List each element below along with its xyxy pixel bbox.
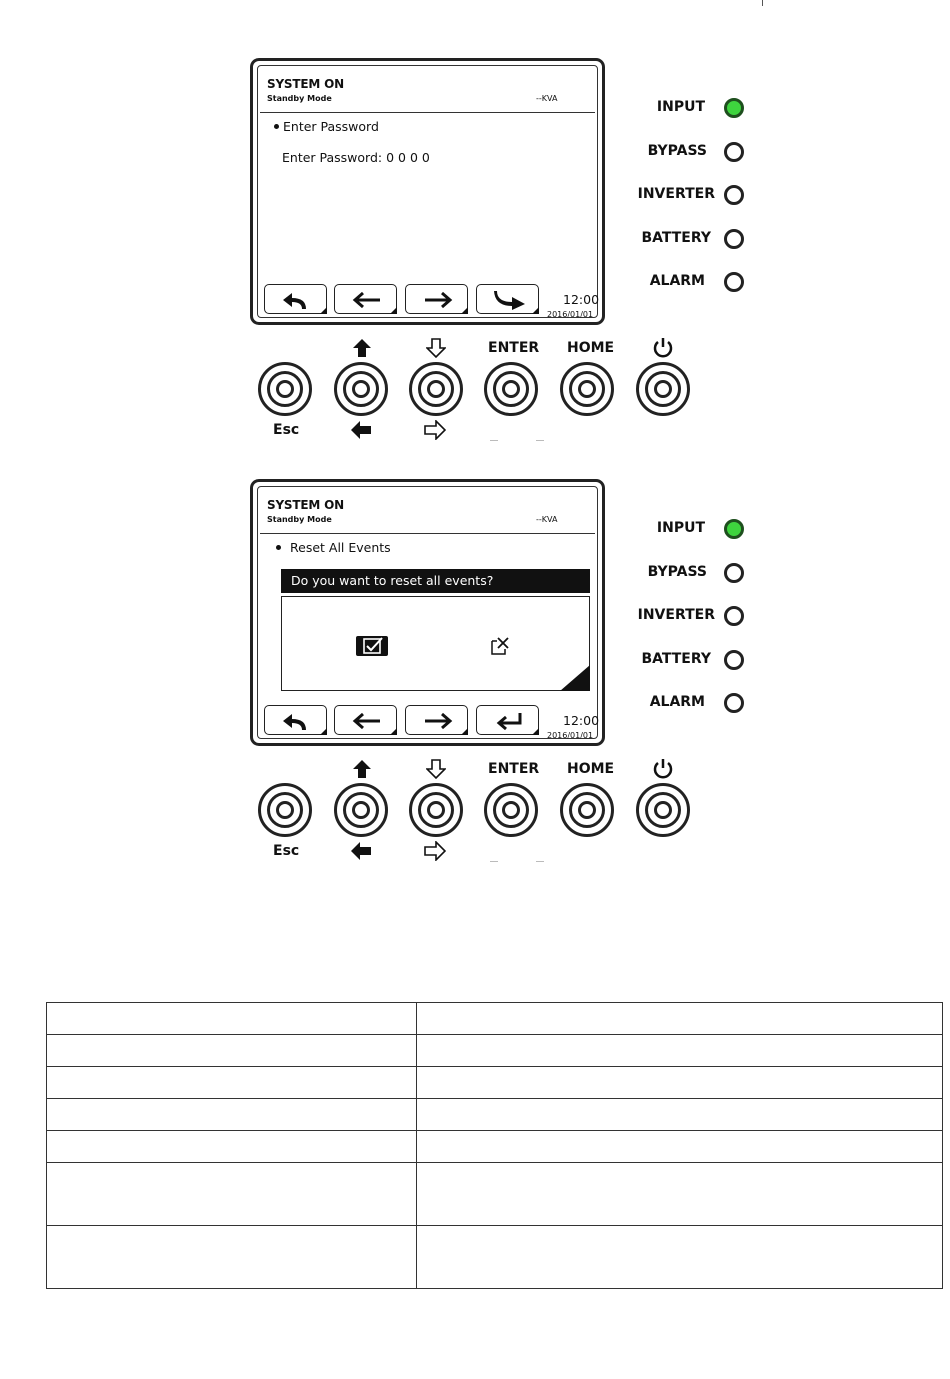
esc-label: Esc bbox=[273, 843, 300, 859]
bullet-icon bbox=[274, 124, 279, 129]
kva-readout: --KVA bbox=[536, 94, 558, 103]
led-bypass bbox=[724, 142, 744, 162]
scan-mark bbox=[490, 440, 498, 441]
ups-panel-password bbox=[0, 58, 950, 478]
softkey-right[interactable] bbox=[405, 284, 468, 314]
left-arrow-icon bbox=[350, 841, 372, 861]
up-arrow-icon bbox=[352, 759, 372, 779]
back-icon bbox=[280, 710, 314, 732]
led-inverter bbox=[724, 606, 744, 626]
power-icon bbox=[652, 757, 674, 779]
clock-time: 12:00 bbox=[563, 713, 600, 728]
up-arrow-icon bbox=[352, 338, 372, 358]
scan-mark bbox=[490, 861, 498, 862]
menu-title-text: Enter Password bbox=[283, 119, 379, 134]
enter-button[interactable] bbox=[484, 783, 538, 837]
home-label: HOME bbox=[567, 761, 615, 777]
led-alarm bbox=[724, 693, 744, 713]
scan-mark bbox=[536, 861, 544, 862]
led-battery bbox=[724, 229, 744, 249]
back-icon bbox=[280, 289, 314, 311]
header-divider bbox=[260, 533, 595, 534]
home-button[interactable] bbox=[560, 783, 614, 837]
softkey-left[interactable] bbox=[334, 705, 397, 735]
lcd-inner bbox=[257, 65, 598, 318]
left-arrow-icon bbox=[350, 420, 372, 440]
power-button[interactable] bbox=[636, 362, 690, 416]
led-input bbox=[724, 98, 744, 118]
enter-label: ENTER bbox=[488, 761, 540, 777]
lcd-screen bbox=[250, 58, 605, 325]
power-button[interactable] bbox=[636, 783, 690, 837]
table-cell bbox=[417, 1163, 943, 1226]
table-cell bbox=[417, 1226, 943, 1289]
system-mode: Standby Mode bbox=[267, 515, 332, 524]
table-cell bbox=[47, 1003, 417, 1035]
power-icon bbox=[652, 336, 674, 358]
table-cell bbox=[47, 1067, 417, 1099]
table-cell bbox=[417, 1067, 943, 1099]
table-row bbox=[47, 1131, 943, 1163]
ups-panel-reset-events bbox=[0, 479, 950, 899]
down-arrow-icon bbox=[426, 759, 446, 779]
clock-time: 12:00 bbox=[563, 292, 600, 307]
home-button[interactable] bbox=[560, 362, 614, 416]
led-battery bbox=[724, 650, 744, 670]
table-cell bbox=[47, 1035, 417, 1067]
up-left-button[interactable] bbox=[334, 783, 388, 837]
table-row bbox=[47, 1067, 943, 1099]
led-label-bypass: BYPASS bbox=[647, 564, 707, 580]
clock-date: 2016/01/01 bbox=[547, 731, 594, 740]
softkey-forward[interactable] bbox=[476, 284, 539, 314]
lcd-screen bbox=[250, 479, 605, 746]
dialog-corner-fold bbox=[560, 665, 590, 691]
header-divider bbox=[260, 112, 595, 113]
up-left-button[interactable] bbox=[334, 362, 388, 416]
table-cell bbox=[47, 1099, 417, 1131]
enter-label: ENTER bbox=[488, 340, 540, 356]
cancel-x-icon[interactable] bbox=[489, 635, 513, 657]
led-input bbox=[724, 519, 744, 539]
table-cell bbox=[417, 1035, 943, 1067]
softkey-enter[interactable] bbox=[476, 705, 539, 735]
led-label-input: INPUT bbox=[656, 99, 705, 115]
led-label-battery: BATTERY bbox=[641, 651, 711, 667]
table-cell bbox=[417, 1099, 943, 1131]
menu-title bbox=[274, 119, 379, 134]
table-row bbox=[47, 1003, 943, 1035]
dialog-body bbox=[281, 596, 590, 691]
led-label-alarm: ALARM bbox=[649, 273, 705, 289]
right-arrow-outline-icon bbox=[424, 420, 446, 440]
table-cell bbox=[47, 1163, 417, 1226]
menu-title bbox=[276, 540, 391, 555]
clock-date: 2016/01/01 bbox=[547, 310, 594, 319]
dialog-question: Do you want to reset all events? bbox=[281, 569, 590, 593]
softkey-back[interactable] bbox=[264, 284, 327, 314]
enter-icon bbox=[492, 710, 526, 732]
page-edge-mark bbox=[762, 0, 763, 6]
softkey-back[interactable] bbox=[264, 705, 327, 735]
system-mode: Standby Mode bbox=[267, 94, 332, 103]
scan-mark bbox=[536, 440, 544, 441]
led-label-input: INPUT bbox=[656, 520, 705, 536]
led-label-inverter: INVERTER bbox=[637, 186, 715, 202]
table-cell bbox=[47, 1131, 417, 1163]
softkey-left[interactable] bbox=[334, 284, 397, 314]
esc-button[interactable] bbox=[258, 783, 312, 837]
table-cell bbox=[417, 1003, 943, 1035]
table-row bbox=[47, 1226, 943, 1289]
led-label-inverter: INVERTER bbox=[637, 607, 715, 623]
arrow-right-icon bbox=[421, 710, 455, 732]
password-prompt[interactable]: Enter Password: 0 0 0 0 bbox=[282, 150, 430, 165]
table-cell bbox=[47, 1226, 417, 1289]
table-row bbox=[47, 1035, 943, 1067]
table-row bbox=[47, 1163, 943, 1226]
home-label: HOME bbox=[567, 340, 615, 356]
forward-icon bbox=[492, 289, 530, 311]
system-status: SYSTEM ON bbox=[267, 77, 344, 91]
enter-button[interactable] bbox=[484, 362, 538, 416]
arrow-left-icon bbox=[350, 289, 384, 311]
down-right-button[interactable] bbox=[409, 783, 463, 837]
kva-readout: --KVA bbox=[536, 515, 558, 524]
down-right-button[interactable] bbox=[409, 362, 463, 416]
confirm-check-icon[interactable] bbox=[355, 635, 389, 657]
arrow-right-icon bbox=[421, 289, 455, 311]
softkey-right[interactable] bbox=[405, 705, 468, 735]
esc-button[interactable] bbox=[258, 362, 312, 416]
esc-label: Esc bbox=[273, 422, 300, 438]
led-bypass bbox=[724, 563, 744, 583]
lcd-inner bbox=[257, 486, 598, 739]
led-alarm bbox=[724, 272, 744, 292]
led-label-alarm: ALARM bbox=[649, 694, 705, 710]
right-arrow-outline-icon bbox=[424, 841, 446, 861]
led-label-battery: BATTERY bbox=[641, 230, 711, 246]
arrow-left-icon bbox=[350, 710, 384, 732]
table-cell bbox=[417, 1131, 943, 1163]
menu-title-text: Reset All Events bbox=[290, 540, 391, 555]
led-inverter bbox=[724, 185, 744, 205]
table-row bbox=[47, 1099, 943, 1131]
down-arrow-icon bbox=[426, 338, 446, 358]
bullet-icon bbox=[276, 545, 281, 550]
system-status: SYSTEM ON bbox=[267, 498, 344, 512]
empty-table bbox=[46, 1002, 943, 1289]
led-label-bypass: BYPASS bbox=[647, 143, 707, 159]
